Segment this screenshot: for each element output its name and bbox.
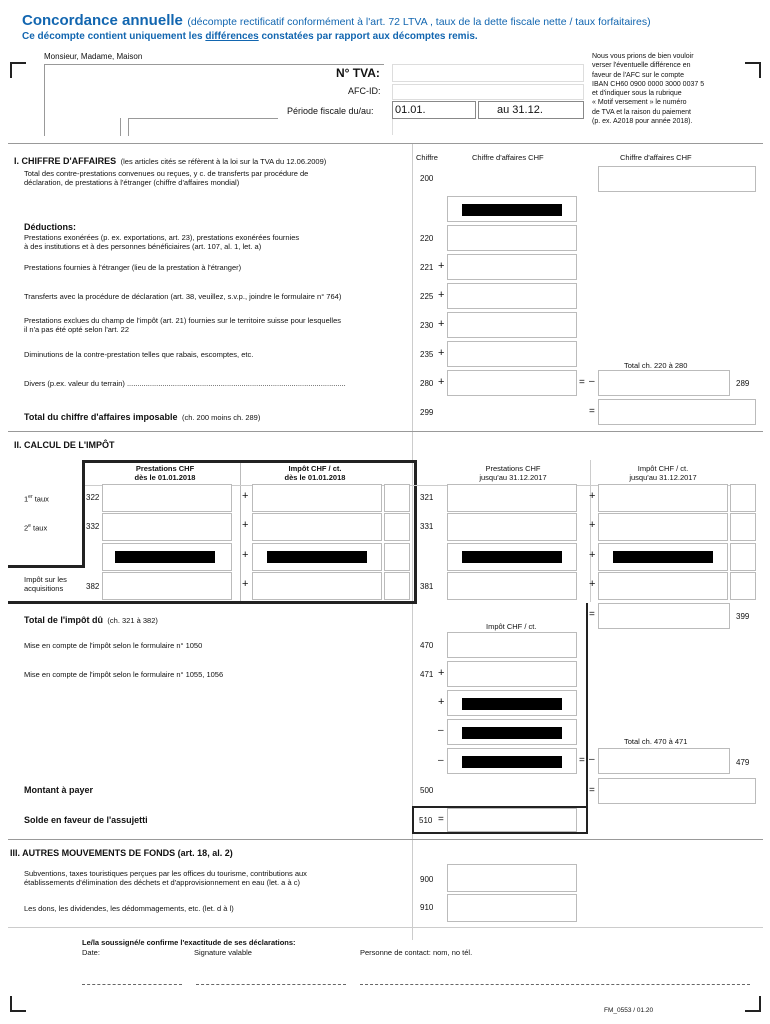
row-382-ct-input[interactable] [384,572,410,600]
total-479-input[interactable] [598,748,730,774]
col4-header: Impôt CHF / ct. jusqu'au 31.12.2017 [629,464,697,482]
row-470-label: Mise en compte de l'impôt selon le formulaire n° 1050 [24,641,203,650]
total-510-input[interactable] [447,808,577,832]
row-225-label: Transferts avec la procédure de déclaration (art. 38, veuillez, s.v.p., joindre le formulaire n° 764) [24,292,342,301]
form-subtitle: Ce décompte contient uniquement les différences constatées par rapport aux décomptes remis. [22,31,478,42]
total-299-input[interactable] [598,399,756,425]
code-299: 299 [420,408,434,417]
code-331: 331 [420,522,434,531]
redacted-row-d [613,551,713,563]
code-220: 220 [420,234,434,243]
corner-mark-tr [745,62,761,78]
code-479: 479 [736,758,750,767]
impot-col-header: Impôt CHF / ct. [486,622,537,631]
row-322-tax-input[interactable] [252,484,382,512]
code-221: 221 [420,263,434,272]
row-331-ct-input[interactable] [730,513,756,541]
row-471-input[interactable] [447,661,577,687]
form-title [22,12,651,30]
row-332-input[interactable] [102,513,232,541]
col-ca-header: Chiffre d'affaires CHF [472,153,544,162]
redacted-471c [462,727,562,739]
total-399-input[interactable] [598,603,730,629]
corner-mark-tl [10,62,26,78]
acquisitions-label: Impôt sur les acquisitions [24,575,67,593]
period-from-input[interactable]: 01.01. [392,101,476,119]
row-910-label: Les dons, les dividendes, les dédommagements, etc. (let. d à l) [24,904,234,913]
code-235: 235 [420,350,434,359]
contact-line[interactable] [360,984,750,985]
code-321: 321 [420,493,434,502]
montant-label: Montant à payer [24,785,94,795]
total-500-input[interactable] [598,778,756,804]
redacted-row-a [115,551,215,563]
redacted-200 [462,204,562,216]
row-280-label: Divers (p.ex. valeur du terrain) ......................................................................................................... [24,379,346,388]
section1-title: I. CHIFFRE D'AFFAIRES (les articles cités se réfèrent à la loi sur la TVA du 12.06.2009) [14,156,327,166]
row-322-input[interactable] [102,484,232,512]
code-500: 500 [420,786,434,795]
redacted-471b [462,698,562,710]
section3-title: III. AUTRES MOUVEMENTS DE FONDS (art. 18, al. 2) [10,848,233,858]
code-280: 280 [420,379,434,388]
date-line[interactable] [82,984,182,985]
row-230-label: Prestations exclues du champ de l'impôt (art. 21) fournies sur le territoire suisse pour lesquelles il n'a pas été opté selon l'art. 22 [24,316,341,334]
code-332: 332 [86,522,100,531]
row-332-ct-input[interactable] [384,513,410,541]
row-331-tax-input[interactable] [598,513,728,541]
code-322: 322 [86,493,100,502]
period-to-input[interactable]: au 31.12. [478,101,584,119]
col1-header: Prestations CHF dès le 01.01.2018 [134,464,196,482]
total-220-280-label: Total ch. 220 à 280 [624,361,688,370]
afc-id-input[interactable] [392,84,584,100]
code-225: 225 [420,292,434,301]
redacted-row-c [462,551,562,563]
code-399: 399 [736,612,750,621]
solde-label: Solde en faveur de l'assujetti [24,815,148,825]
addressee-label: Monsieur, Madame, Maison [44,52,143,61]
confirmation-text: Le/la soussigné/e confirme l'exactitude de ses déclarations: [82,938,296,947]
row-221-input[interactable] [447,254,577,280]
row-redacted-ct-input[interactable] [384,543,410,571]
row-470-input[interactable] [447,632,577,658]
afc-id-label: AFC-ID: [348,86,381,96]
row-321-input[interactable] [447,484,577,512]
total-due-label: Total de l'impôt dû (ch. 321 à 382) [24,615,158,625]
row-235-input[interactable] [447,341,577,367]
signature-label: Signature valable [194,948,252,957]
payment-note: Nous vous prions de bien vouloir verser l'éventuelle différence en faveur de l'AFC sur le compte IBAN CH60 0900 0000 3000 0037 5 et d'indiquer sous la rubrique « Motif versement » le numéro de TVA et la raison du paiement (p. ex. A2018 pour année 2018). [592,53,705,126]
row-900-label: Subventions, taxes touristiques perçues par les offices du tourisme, contributions aux établissements d'élimination des déchets et d'approvisionnement en eau (let. a à c) [24,869,307,887]
row-235-label: Diminutions de la contre-prestation telles que rabais, escomptes, etc. [24,350,254,359]
date-label: Date: [82,948,100,957]
code-510: 510 [419,816,433,825]
row-200-label: Total des contre-prestations convenues ou reçues, y c. de transferts par procédure de déclaration, de prestations à l'étranger (chiffre d'affaires mondial) [24,169,309,187]
row-225-input[interactable] [447,283,577,309]
code-289: 289 [736,379,750,388]
signature-line[interactable] [196,984,346,985]
redacted-row-b [267,551,367,563]
row-321-tax-input[interactable] [598,484,728,512]
row-331-input[interactable] [447,513,577,541]
taux2-label: 2e taux [24,523,48,533]
code-381: 381 [420,582,434,591]
redacted-471d [462,756,562,768]
code-470: 470 [420,641,434,650]
total-289-input[interactable] [598,370,730,396]
code-382: 382 [86,582,100,591]
code-471: 471 [420,670,434,679]
row-220-input[interactable] [447,225,577,251]
col-ca2-header: Chiffre d'affaires CHF [620,153,692,162]
code-200: 200 [420,174,434,183]
row-382-tax-input[interactable] [252,572,382,600]
ca2-input[interactable] [598,166,756,192]
title-main: Concordance annuelle [22,12,183,29]
total-ca-label: Total du chiffre d'affaires imposable (ch. 200 moins ch. 289) [24,412,261,422]
row-381-tax-input[interactable] [598,572,728,600]
row-910-input[interactable] [447,894,577,922]
title-sub: (décompte rectificatif conformément à l'art. 72 LTVA , taux de la dette fiscale nette / taux forfaitaires) [187,16,651,28]
row-redacted-r-ct-input[interactable] [730,543,756,571]
row-471-label: Mise en compte de l'impôt selon le formulaire n° 1055, 1056 [24,670,224,679]
code-230: 230 [420,321,434,330]
tva-label: N° TVA: [336,66,380,80]
taux1-label: 1er taux [24,494,49,504]
col3-header: Prestations CHF jusqu'au 31.12.2017 [479,464,547,482]
period-label: Période fiscale du/au: [287,106,374,116]
corner-mark-br [745,996,761,1012]
code-910: 910 [420,903,434,912]
total-470-471-label: Total ch. 470 à 471 [624,737,688,746]
code-900: 900 [420,875,434,884]
row-332-tax-input[interactable] [252,513,382,541]
tva-input[interactable] [392,64,584,82]
section2-title: II. CALCUL DE L'IMPÔT [14,440,115,450]
col2-header: Impôt CHF / ct. dès le 01.01.2018 [284,464,346,482]
form-code: FM_0553 / 01.20 [604,1007,654,1014]
row-220-label: Prestations exonérées (p. ex. exportations, art. 23), prestations exonérées fournies à des institutions et à des personnes bénéficiaires (art. 107, al. 1, let. a) [24,233,300,251]
row-900-input[interactable] [447,864,577,892]
contact-label: Personne de contact: nom, no tél. [360,948,473,957]
col-chiffre-header: Chiffre [416,153,438,162]
row-321-ct-input[interactable] [730,484,756,512]
row-382-input[interactable] [102,572,232,600]
row-381-ct-input[interactable] [730,572,756,600]
row-381-input[interactable] [447,572,577,600]
row-230-input[interactable] [447,312,577,338]
deductions-heading: Déductions: [24,222,77,232]
row-280-input[interactable] [447,370,577,396]
row-322-ct-input[interactable] [384,484,410,512]
row-221-label: Prestations fournies à l'étranger (lieu de la prestation à l'étranger) [24,263,242,272]
corner-mark-bl [10,996,26,1012]
